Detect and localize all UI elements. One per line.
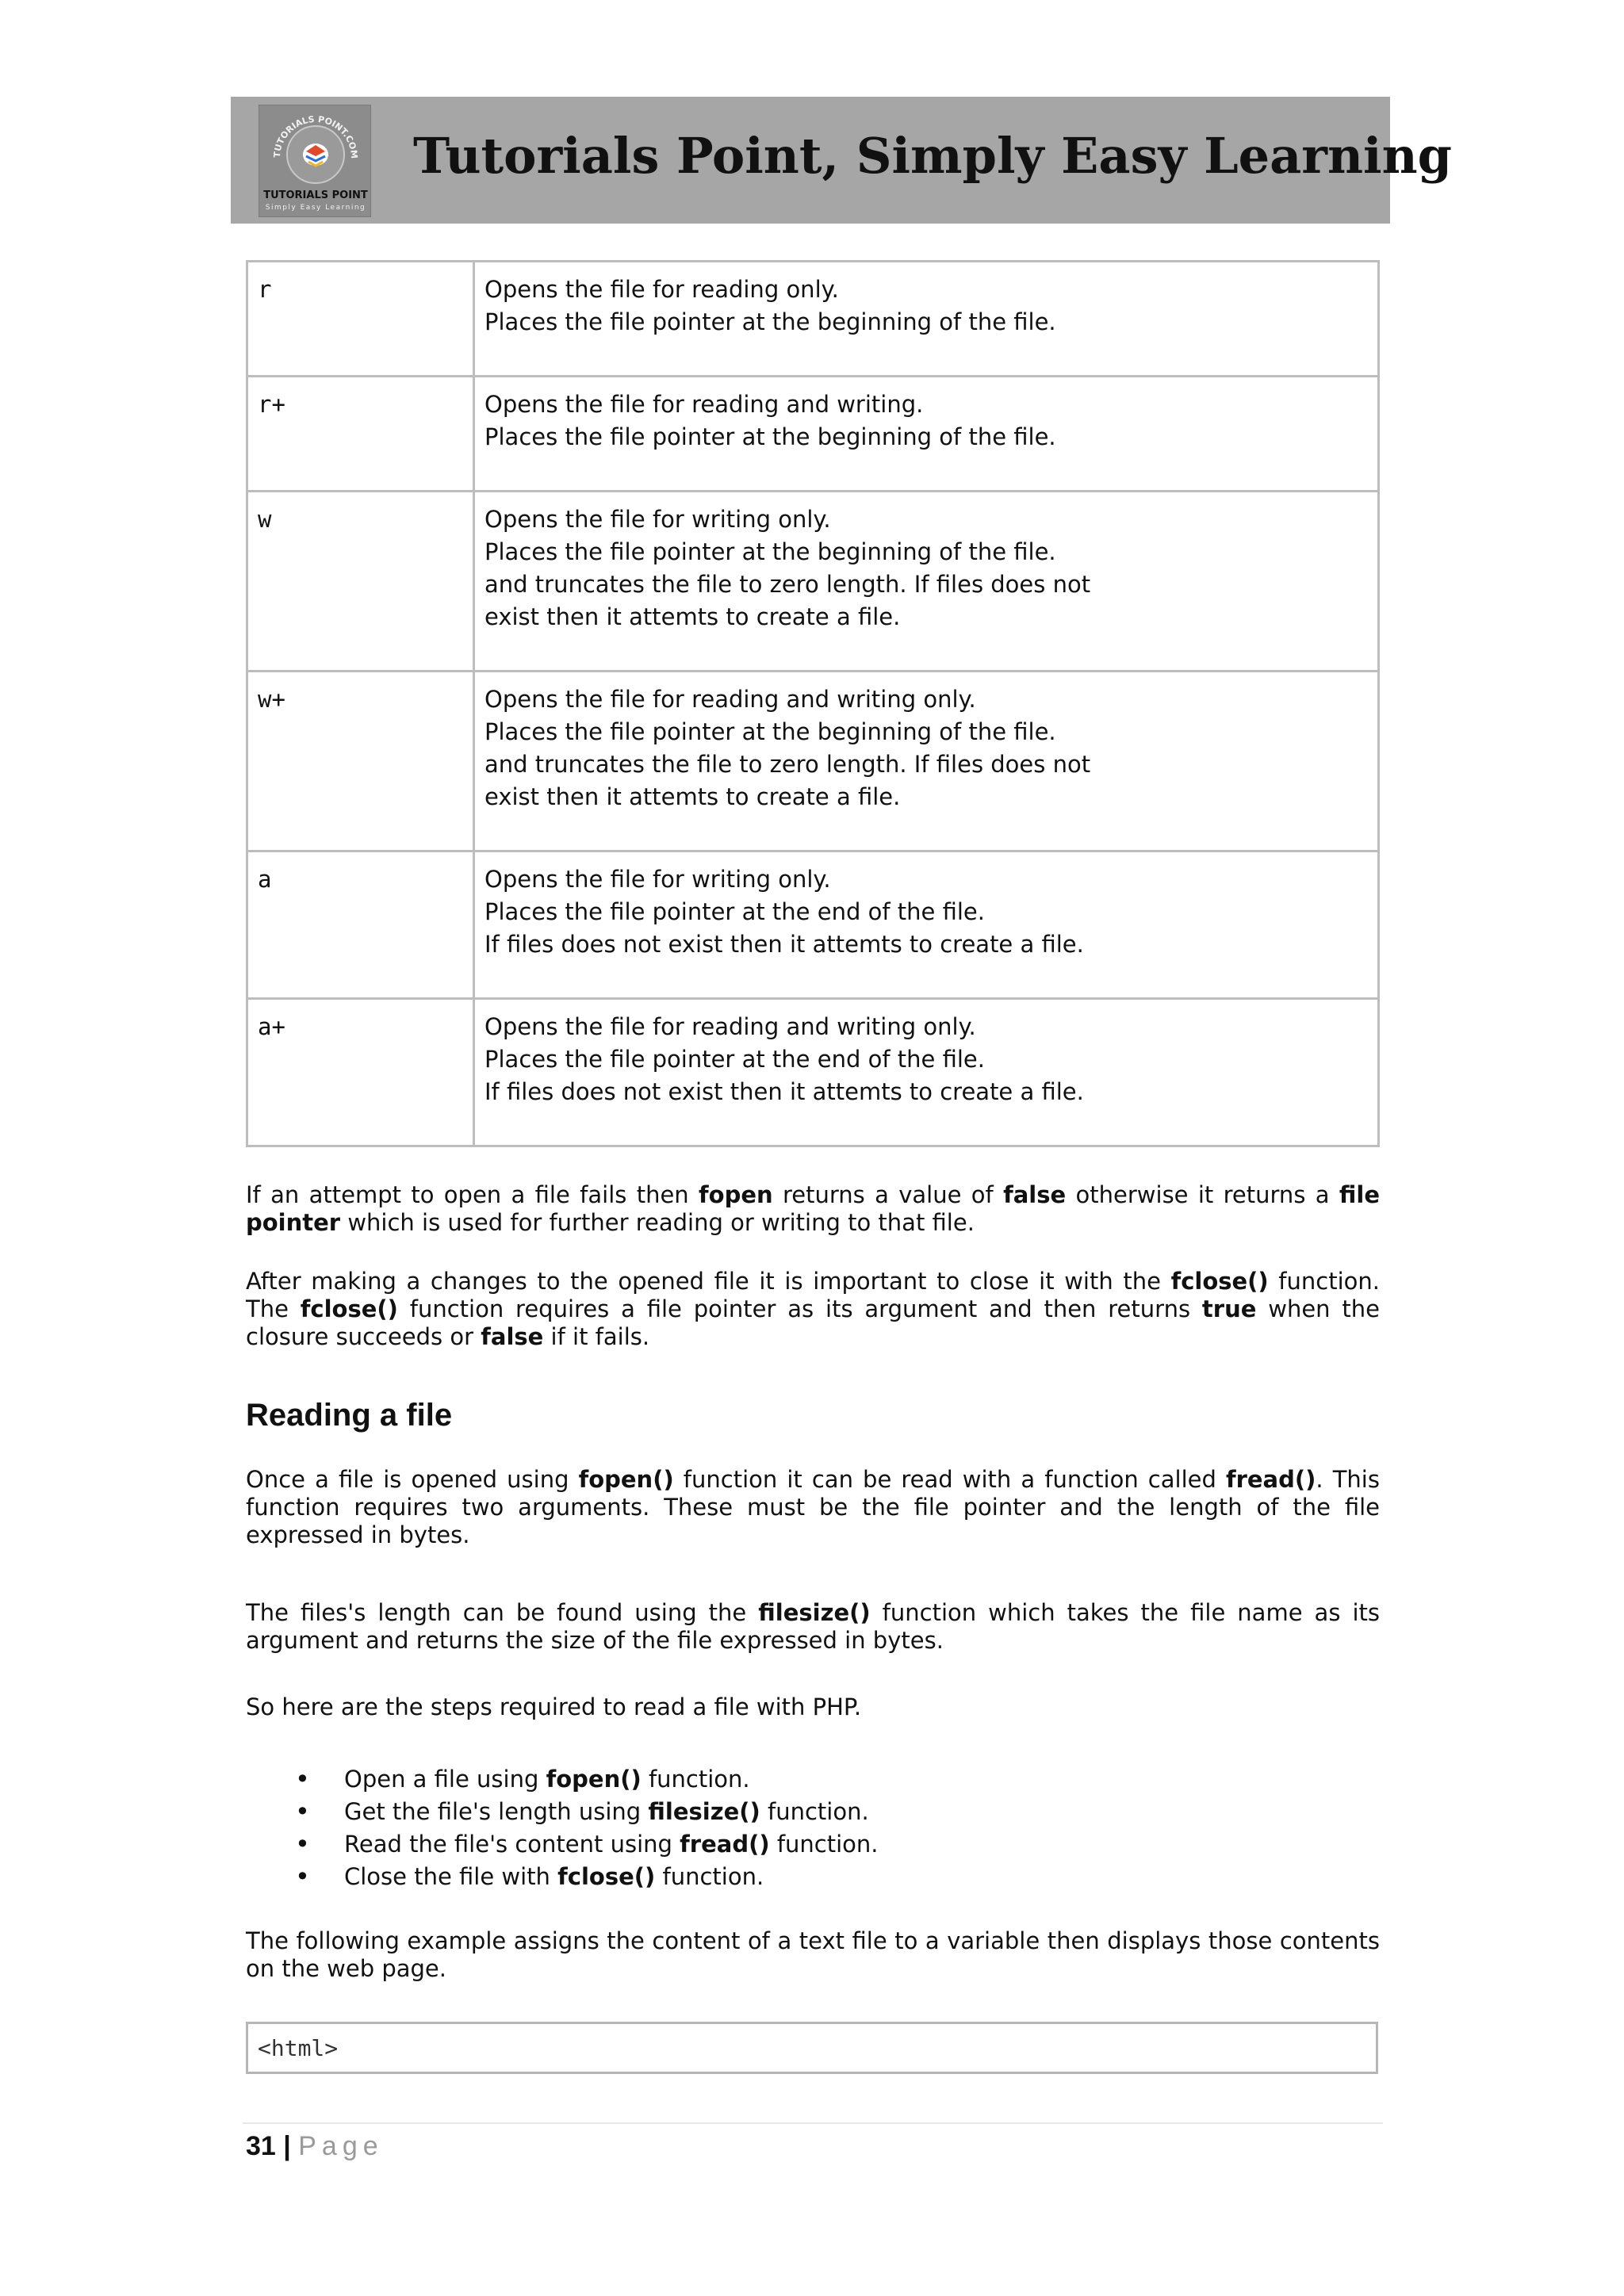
text-run: if it fails.	[543, 1323, 650, 1350]
keyword-fopen: fopen	[699, 1181, 773, 1208]
text-run: Open a file using	[344, 1766, 546, 1793]
text-run: . This function requires two arguments. These must be the file pointer and the length of the file expressed in bytes.	[246, 1466, 1380, 1548]
text-run: function.	[769, 1831, 879, 1858]
tutorials-point-logo	[259, 105, 371, 217]
mode-description-cell: Opens the file for reading and writing only. Places the file pointer at the beginning of the file. and truncates the file to zero length. If files does not exist then it attemts to create a file.	[474, 672, 1379, 851]
function-name: fclose()	[557, 1863, 656, 1890]
file-modes-table	[246, 260, 1380, 1147]
bullet-icon: •	[295, 1797, 310, 1827]
footer-separator: |	[283, 2131, 291, 2161]
section-heading-reading-a-file: Reading a file	[246, 1398, 453, 1433]
text-run: Once a file is opened using	[246, 1466, 579, 1493]
table-row	[247, 999, 1379, 1146]
text-run: function.	[655, 1863, 764, 1890]
table-row	[247, 492, 1379, 672]
mode-cell: w+	[247, 672, 474, 851]
text-run: function.	[641, 1766, 750, 1793]
text-run: The files's length can be found using the	[246, 1599, 759, 1626]
list-item	[246, 1796, 1380, 1828]
mode-cell: r	[247, 262, 474, 377]
keyword-true: true	[1201, 1295, 1257, 1322]
list-item	[246, 1828, 1380, 1861]
header-title: Tutorials Point, Simply Easy Learning	[413, 127, 1453, 185]
keyword-false: false	[1003, 1181, 1067, 1208]
function-name: fread()	[680, 1831, 770, 1858]
list-item	[246, 1763, 1380, 1796]
keyword-fopen: fopen()	[578, 1466, 674, 1493]
text-run: otherwise it returns a	[1066, 1181, 1339, 1208]
page-label: Page	[298, 2131, 384, 2161]
text-run: which is used for further reading or writing to that file.	[340, 1209, 975, 1236]
bullet-icon: •	[295, 1862, 310, 1892]
text-run: function. The	[246, 1268, 1380, 1322]
keyword-file-pointer: file pointer	[246, 1181, 1381, 1236]
keyword-filesize: filesize()	[758, 1599, 871, 1626]
keyword-fread: fread()	[1225, 1466, 1316, 1493]
mode-description-cell: Opens the file for writing only. Places the file pointer at the beginning of the file. and truncates the file to zero length. If files does not exist then it attemts to create a file.	[474, 492, 1379, 672]
text-run: when the closure succeeds or	[246, 1295, 1380, 1350]
table-row	[247, 262, 1379, 377]
logo-emblem-icon	[267, 109, 364, 188]
mode-cell: w	[247, 492, 474, 672]
text-run: Close the file with	[344, 1863, 558, 1890]
mode-cell: r+	[247, 377, 474, 492]
mode-description-cell: Opens the file for writing only. Places the file pointer at the end of the file. If files does not exist then it attemts to create a file.	[474, 851, 1379, 999]
text-run: function it can be read with a function called	[673, 1466, 1226, 1493]
code-block: <html>	[246, 2022, 1378, 2074]
text-run: Read the file's content using	[344, 1831, 680, 1858]
mode-cell: a+	[247, 999, 474, 1146]
steps-list	[246, 1763, 1380, 1893]
mode-description-cell: Opens the file for reading and writing only. Places the file pointer at the end of the file. If files does not exist then it attemts to create a file.	[474, 999, 1379, 1146]
logo-name-text: TUTORIALS POINT	[263, 189, 368, 201]
mode-description-cell: Opens the file for reading and writing. Places the file pointer at the beginning of the file.	[474, 377, 1379, 492]
keyword-fclose: fclose()	[300, 1295, 398, 1322]
page-header	[231, 97, 1453, 224]
bullet-icon: •	[295, 1829, 310, 1859]
keyword-false: false	[481, 1323, 544, 1350]
text-run: returns a value of	[772, 1181, 1004, 1208]
function-name: fopen()	[546, 1766, 642, 1793]
paragraph-fread	[246, 1466, 1380, 1549]
mode-cell: a	[247, 851, 474, 999]
mode-description-cell: Opens the file for reading only. Places the file pointer at the beginning of the file.	[474, 262, 1379, 377]
paragraph-example: The following example assigns the content of a text file to a variable then displays those contents on the web page.	[246, 1927, 1380, 1982]
list-item	[246, 1861, 1380, 1893]
keyword-fclose: fclose()	[1170, 1268, 1269, 1295]
text-run: After making a changes to the opened file it is important to close it with the	[246, 1268, 1171, 1295]
page-number: 31	[246, 2131, 276, 2161]
text-run: Get the file's length using	[344, 1798, 649, 1825]
table-row	[247, 851, 1379, 999]
footer-divider	[243, 2122, 1383, 2124]
svg-text:TUTORIALS POINT.COM: TUTORIALS POINT.COM	[271, 113, 360, 159]
logo-tagline-text: Simply Easy Learning	[265, 204, 366, 212]
table-row	[247, 377, 1379, 492]
text-run: function requires a file pointer as its argument and then returns	[397, 1295, 1202, 1322]
paragraph-fopen-fail	[246, 1181, 1380, 1237]
page-footer	[246, 2131, 384, 2162]
bullet-icon: •	[295, 1764, 310, 1794]
text-run: If an attempt to open a file fails then	[246, 1181, 699, 1208]
paragraph-filesize	[246, 1599, 1380, 1655]
function-name: filesize()	[648, 1798, 760, 1825]
paragraph-steps-intro: So here are the steps required to read a file with PHP.	[246, 1693, 862, 1720]
table-row	[247, 672, 1379, 851]
text-run: function which takes the file name as its argument and returns the size of the file expressed in bytes.	[246, 1599, 1380, 1654]
text-run: function.	[760, 1798, 869, 1825]
paragraph-fclose	[246, 1268, 1380, 1351]
